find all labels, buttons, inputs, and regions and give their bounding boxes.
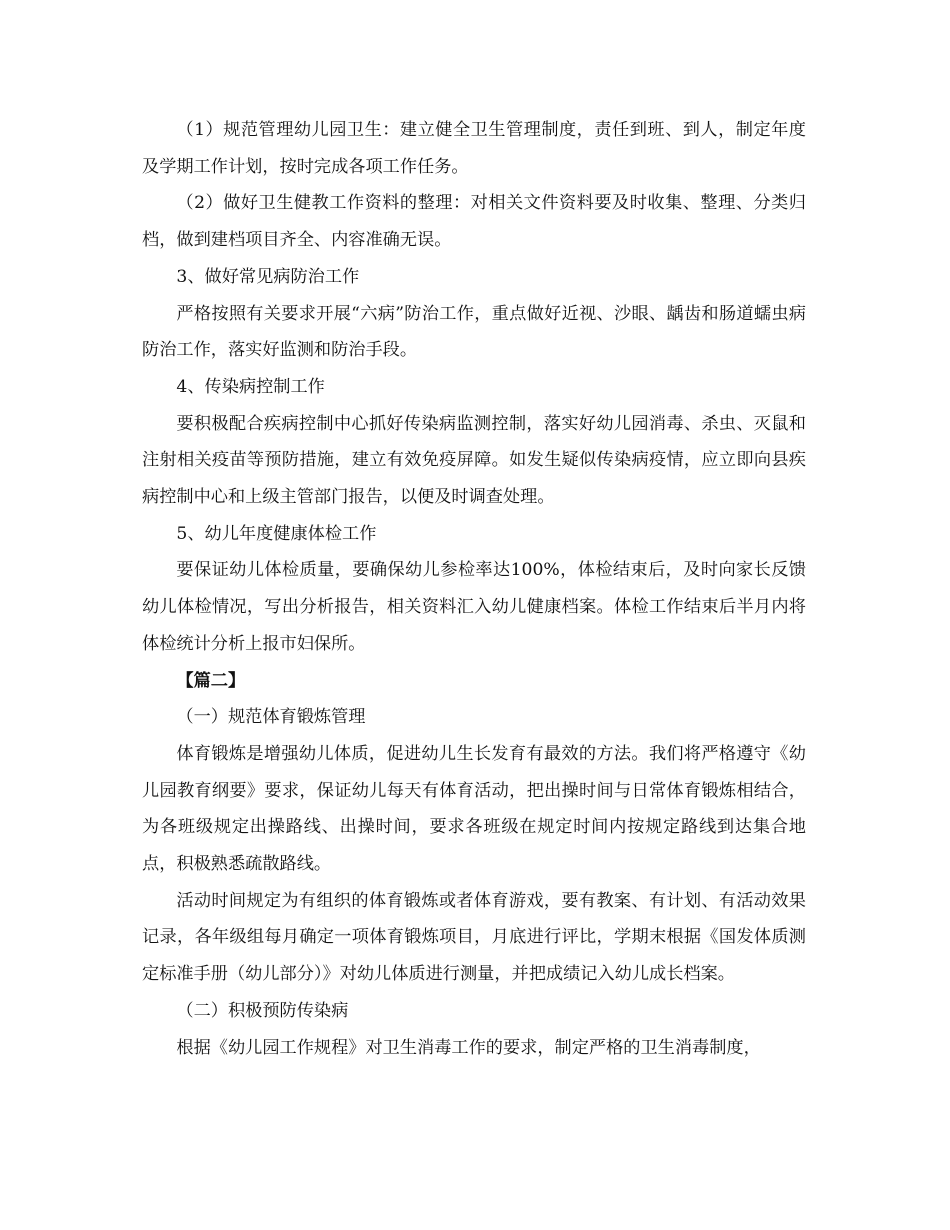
paragraph-4: 要积极配合疾病控制中心抓好传染病监测控制，落实好幼儿园消毒、杀虫、灭鼠和注射相关疫苗等预防措施，建立有效免疫屏障。如发生疑似传染病疫情，应立即向县疾病控制中心和上级主管部门报告，以便及时调查处理。 — [142, 413, 806, 508]
section-heading-4: 4、传染病控制工作 — [176, 376, 325, 397]
subsection-heading-1: （一）规范体育锻炼管理 — [176, 707, 366, 728]
paragraph-5: 要保证幼儿体检质量，要确保幼儿参检率达100%，体检结束后，及时向家长反馈幼儿体检情况，写出分析报告，相关资料汇入幼儿健康档案。体检工作结束后半月内将体检统计分析上报市妇保所。 — [142, 560, 806, 654]
paragraph-1: （1）规范管理幼儿园卫生：建立健全卫生管理制度，责任到班、到人，制定年度及学期工作计划，按时完成各项工作任务。 — [142, 120, 806, 177]
paragraph-8: 根据《幼儿园工作规程》对卫生消毒工作的要求，制定严格的卫生消毒制度， — [176, 1037, 761, 1058]
part-heading: 【篇二】 — [176, 670, 246, 691]
section-heading-5: 5、幼儿年度健康体检工作 — [176, 523, 377, 544]
paragraph-3: 严格按照有关要求开展“六病”防治工作，重点做好近视、沙眼、龋齿和肠道蠕虫病防治工作，落实好监测和防治手段。 — [142, 303, 806, 361]
paragraph-7: 活动时间规定为有组织的体育锻炼或者体育游戏，要有教案、有计划、有活动效果记录，各年级组每月确定一项体育锻炼项目，月底进行评比，学期末根据《国发体质测定标准手册（幼儿部分）》对幼儿体质进行测量，并把成绩记入幼儿成长档案。 — [142, 890, 806, 985]
paragraph-2: （2）做好卫生健教工作资料的整理：对相关文件资料要及时收集、整理、分类归档，做到建档项目齐全、内容准确无误。 — [142, 193, 806, 251]
section-heading-3: 3、做好常见病防治工作 — [176, 266, 360, 287]
subsection-heading-2: （二）积极预防传染病 — [176, 1000, 349, 1021]
document-body — [142, 112, 806, 1066]
paragraph-6: 体育锻炼是增强幼儿体质，促进幼儿生长发育有最效的方法。我们将严格遵守《幼儿园教育纲要》要求，保证幼儿每天有体育活动，把出操时间与日常体育锻炼相结合，为各班级规定出操路线、出操时间，要求各班级在规定时间内按规定路线到达集合地点，积极熟悉疏散路线。 — [142, 743, 806, 875]
